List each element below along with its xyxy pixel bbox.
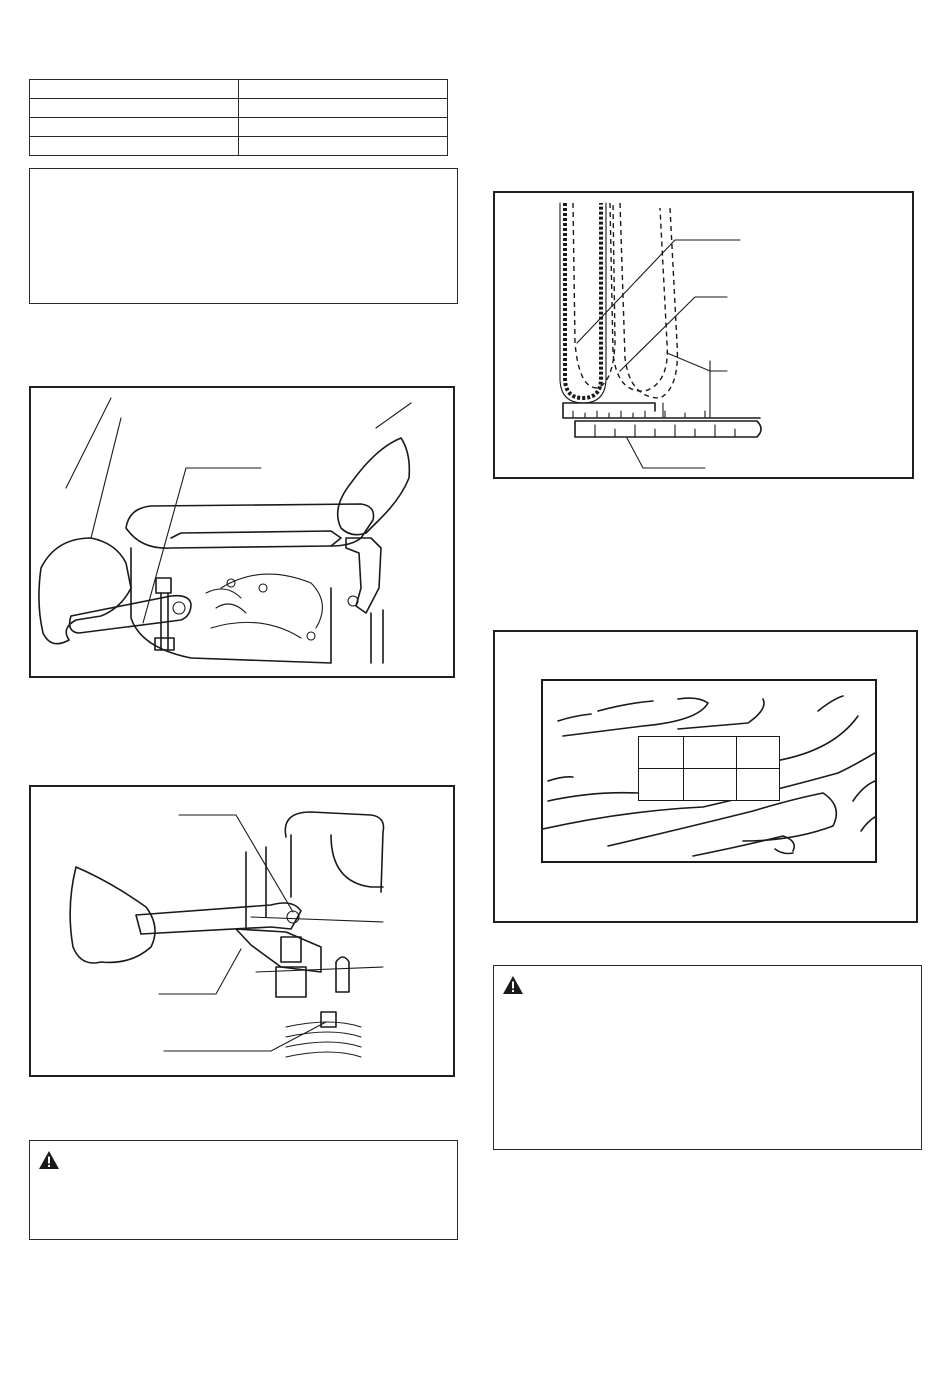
plate-cell	[639, 769, 684, 801]
plate-cell	[737, 769, 780, 801]
warning-triangle-icon	[38, 1150, 60, 1170]
spec-label	[30, 137, 239, 156]
plate-grid	[638, 736, 780, 801]
table-row	[30, 99, 448, 118]
warning-triangle-icon	[502, 975, 524, 995]
spec-table	[29, 79, 448, 156]
spec-label	[30, 118, 239, 137]
warning-box	[493, 965, 922, 1150]
label-plate	[541, 679, 877, 863]
spec-value	[239, 80, 448, 99]
plate-cell	[639, 737, 684, 769]
plate-cell	[737, 737, 780, 769]
spec-label	[30, 99, 239, 118]
wrench-adjust-illustration-icon	[31, 388, 452, 675]
table-row	[30, 137, 448, 156]
figure-belt-deflection	[493, 191, 914, 479]
spec-label	[30, 80, 239, 99]
spec-value	[239, 137, 448, 156]
locknut-adjust-illustration-icon	[31, 787, 452, 1074]
spec-value	[239, 99, 448, 118]
warning-box	[29, 1140, 458, 1240]
figure-locknut-adjust	[29, 785, 455, 1077]
plate-cell	[684, 737, 737, 769]
figure-label-plate	[493, 630, 918, 923]
spec-value	[239, 118, 448, 137]
figure-wrench-adjust	[29, 386, 455, 678]
note-box	[29, 168, 458, 304]
table-row	[30, 80, 448, 99]
belt-deflection-illustration-icon	[495, 193, 911, 476]
table-row	[30, 118, 448, 137]
plate-cell	[684, 769, 737, 801]
